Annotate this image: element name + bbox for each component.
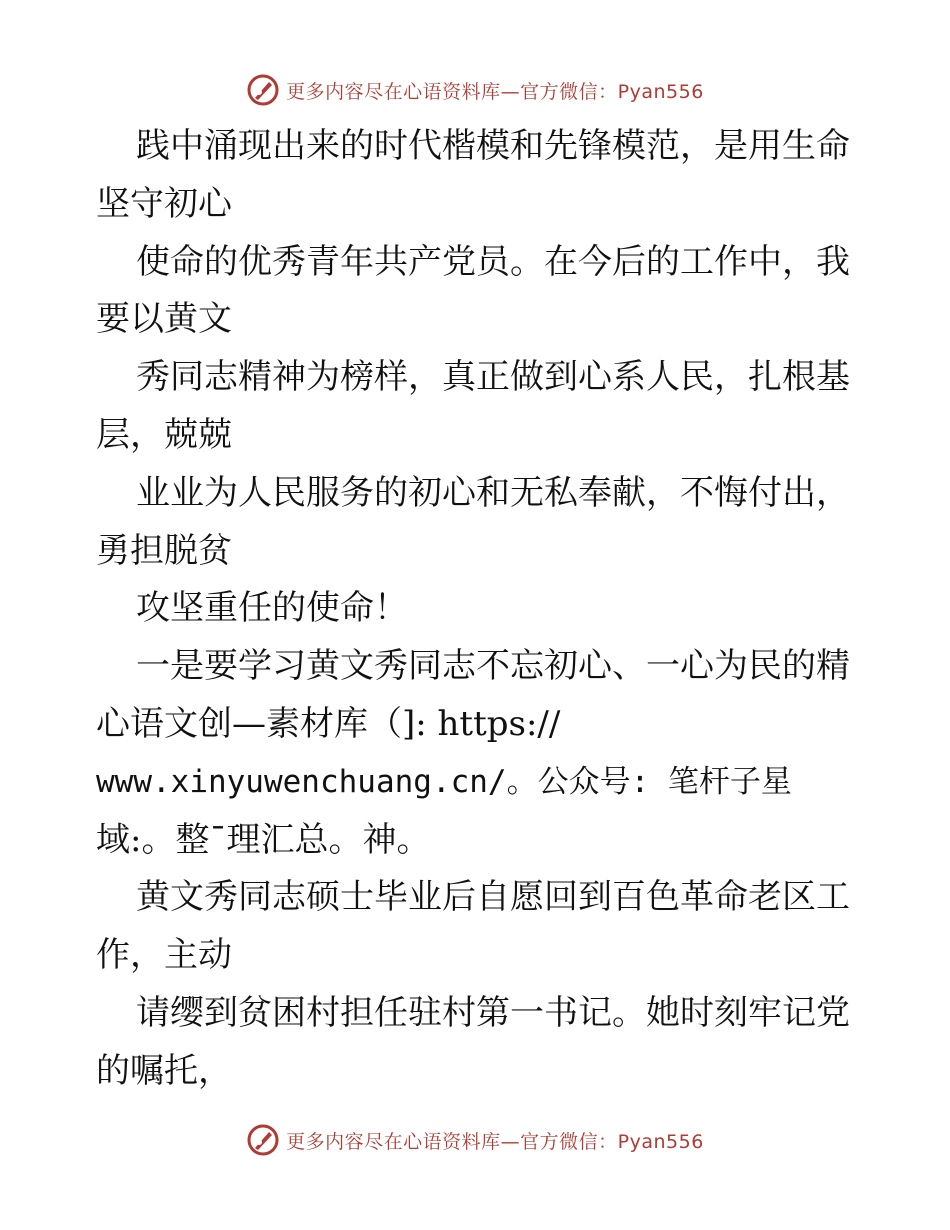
header-watermark-text: 更多内容尽在心语资料库—官方微信：Pyan556 — [286, 80, 704, 103]
text-line: 心语文创—素材库（]: https:// — [96, 703, 561, 744]
text-line: 请缨到贫困村担任驻村第一书记。她时刻牢记党 — [136, 992, 850, 1033]
text-line: 层，兢兢 — [96, 414, 232, 455]
text-line: 勇担脱贫 — [96, 530, 232, 571]
text-line: 一是要学习黄文秀同志不忘初心、一心为民的精 — [136, 646, 850, 687]
text-line: www.xinyuwenchuang.cn/。公众号: 笔杆子星 — [96, 763, 792, 800]
footer-watermark-text: 更多内容尽在心语资料库—官方微信：Pyan556 — [286, 1130, 704, 1153]
text-line: 作，主动 — [96, 935, 232, 976]
text-line: 攻坚重任的使命！ — [136, 588, 408, 629]
text-line: 业业为人民服务的初心和无私奉献，不悔付出， — [136, 472, 850, 513]
document-body — [96, 118, 856, 1101]
text-line: 的嘱托， — [96, 1050, 232, 1091]
text-line: 坚守初心 — [96, 183, 232, 224]
text-line: 黄文秀同志硕士毕业后自愿回到百色革命老区工 — [136, 877, 850, 918]
footer-watermark — [0, 1120, 950, 1160]
text-line: 域:。整¯理汇总。神。 — [96, 819, 431, 860]
pen-logo-icon — [246, 1123, 280, 1157]
text-line: 秀同志精神为榜样，真正做到心系人民，扎根基 — [136, 357, 850, 398]
text-line: 践中涌现出来的时代楷模和先锋模范，是用生命 — [136, 126, 850, 166]
text-line: 使命的优秀青年共产党员。在今后的工作中，我 — [136, 241, 850, 282]
text-line: 要以黄文 — [96, 299, 232, 340]
pen-logo-icon — [246, 73, 280, 107]
header-watermark — [0, 70, 950, 110]
